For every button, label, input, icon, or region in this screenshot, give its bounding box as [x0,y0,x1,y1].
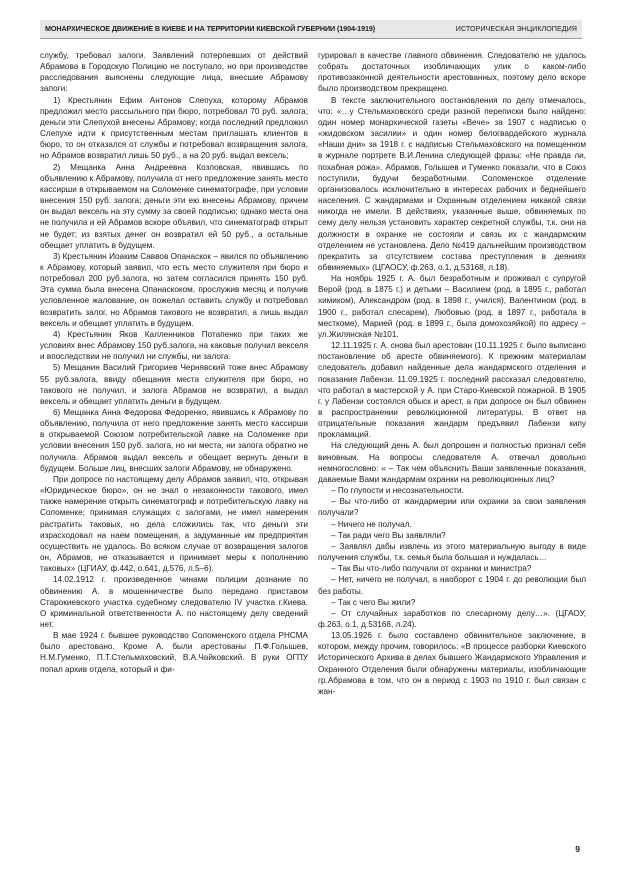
page-number: 9 [575,844,580,854]
running-header [40,20,582,39]
paragraph: 6) Мещанка Анна Федорова Федоренко, явившись к Абрамову по объявлению, получила от него предложение занять место кассирши в открываемой Союзом потребительской лавке на Соломенке при условии внесения 150 руб. залога, но ни места, ни залога обратно не получила. Абрамов выдал вексель и обещает вернуть деньги в будущем. Больше лиц, внесших залоги Абрамову, не обнаружено. [40,408,308,473]
paragraph: При допросе по настоящему делу Абрамов заявил, что, открывая «Юридическое бюро», он не знал о незаконности такового, имел также намерение открыть синематограф и потребительскую лавку на Соломенке; принимая служащих с залогами, не имел намерения растратить таковых, но дела сложились так, что деньги эти израсходовал на наем помещения, а задуманные им предприятия осуществить не удалось. Во всяком случае от возвращения залогов он, Абрамов, не отказывается и принимает меры к пополнению таковых» (ЦГИАУ, ф.442, о.641, д.576, л.5–6). [40,474,308,574]
paragraph: На следующий день А. был допрошен и полностью признал себя виновным. На вопросы следователя А. отвечал довольно немногословно: « – Так чем объяснить Ваши заявленные показания, даваемые Вами жандармам охранки на революционных лиц? [318,441,586,484]
dialogue-line: – По глупости и несознательности. [331,486,464,496]
paragraph: 12.11.1925 г. А. снова был арестован (10.11.1925 г. было выписано постановление об аресте обвиняемого). К прежним материалам следователь добавил найденные дела жандармского отделения и показания Лабензи. 11.09.1925 г. последний рассказал следователю, что работал в мастерской у А. при Старо-Киевской пожарной. В 1905 г. у Лабензи состоялся обыск и арест, а при допросе он был обвинен в распространении революционной литературы. В ответ на отрицательные показания жандарм предъявил Лабензи кипу прокламаций. [318,341,586,440]
dialogue-line: – Заявлял дабы извлечь из этого материальную выгоду в виде получения службы, т.к. семья была большая и нуждалась… [318,541,586,563]
dialogue-line: – Нет, ничего не получал, а наоборот с 1904 г. до революции был без работы. [318,575,586,596]
dialogue-line: – Ничего не получал. [331,519,412,529]
paragraph: 4) Крестьянин Яков Калленников Потапенко при таких же условиях внес Абрамову 150 руб.залога, на каковые получил векселя и впоследствии не получил ни службы, ни залога. [40,329,308,362]
paragraph: На ноябрь 1925 г. А. был безработным и проживал с супругой Верой (род. в 1875 г.) и детьми – Василием (род. в 1895 г., работал химиком), Александром (род. в 1898 г., учился), Валентином (род. в 1900 г., работал слесарем), Любовью (род. в 1897 г., работала в месткоме), Марией (род. в 1899 г., была домохозяйкой) по адресу – ул.Жилянская №101. [318,274,586,339]
dialogue-line: – Так с чего Вы жили? [331,597,416,607]
header-section: ИСТОРИЧЕСКАЯ ЭНЦИКЛОПЕДИЯ [455,24,577,33]
paragraph: службу, требовал залоги. Заявлений потерпевших от действий Абрамова в Городскую Полицию не поступало, но при производстве расследования выяснены следующие лица, внесшие Абрамову залоги: [40,51,308,94]
paragraph: гурировал в качестве главного обвинения. Следователю не удалось собрать достаточных изобличающих улик о каком-либо противозаконной деятельности арестованных, поэтому дело вскоре было производством прекращено. [318,51,586,94]
paragraph: 1) Крестьянин Ефим Антонов Слепуха, которому Абрамов предложил место рассыльного при бюро, потребовал 70 руб. залога; деньги эти Слепухой внесены Абрамову; когда последний предложил Слепухе идти к присутственным местам приглашать клиентов в бюро, то он отказался от службы и потребовал возвращения залога, но Абрамов возвратил лишь 50 руб., а на 20 руб. выдал вексель; [40,95,308,161]
dialogue-line: – Так Вы что-либо получали от охранки и министра? [331,564,532,574]
paragraph: 3) Крестьянин Иоаким Саввов Опанаскок – явился по объявлению к Абрамову, который заявил, что есть место служителя при бюро и потребовал 200 руб.залога, но затем согласился принять 150 руб. Эта сумма была внесена Опанаскоком, прослужив месяц и получив условленное жалование, он пожелал оставить службу и потребовал возвратить залог, но Абрамов такового не возвратил, а лишь выдал вексель и обещает уплатить в будущем. [40,251,308,328]
dialogue-line: – Вы что-либо от жандармерии или охранки за свои заявления получали? [318,497,586,518]
paragraph: В мае 1924 г. бывшее руководство Соломенского отдела РНСМА было арестовано. Кроме А. были арестованы П.Ф.Голышев, Н.М.Гуменко, П.Т.Стельмаховский, В.А.Чайковский. В руки ОГПУ попал архив отдела, который и фи- [40,631,308,674]
dialogue-line: – От случайных заработков по слесарному делу…». (ЦГАОУ, ф.263, о.1, д.53168, л.24). [318,608,586,629]
left-column [40,50,308,675]
paragraph: В тексте заключительного постановления по делу отмечалось, что: «…у Стельмаховского среди разной переписки было найдено: один номер монархической газеты «Вече» за 1907 с надписью о «жидовском засилии» и один номер белогвардейского журнала «Наши дни» за 1918 г. с надписью Стельмаховского на помещенном в журнале портрете В.И.Ленина следующей фразы: «Не правда ли, похабная рожа». Абрамов, Голышев и Гуменко показали, что в Союз поступили, будучи безработными. Соломенское отделение организовалось исключительно в интересах рабочих и беднейшего населения. С жандармами и Охранным отделением никакой связи никогда не имели. В действиях, указанные выше, обвиняемых по сему делу нельзя установить характер секретной службы, т.к. они на должности в охранке не состояли и связь их с жандармским отделением не установлена. Дело №419 дальнейшим производством прекратить за отсутствием состава преступления в деяниях обвиняемых» (ЦГАОСУ, ф.263, о.1, д.53168, л.18). [318,95,586,272]
paragraph: 14.02.1912 г. произведенное чинами полиции дознание по обвинению А. в мошенничестве было передано приставом Старокиевского участка судебному следователю IV участка г.Киева. О криминальной ответственности А. по настоящему делу сведений нет. [40,575,308,629]
paragraph: 2) Мещанка Анна Андреевна Козловская, явившись по объявлению к Абрамову, получила от него предложение занять место кассирши в открываемом на Соломенке синематографе, при условии внесения 150 руб. залога; деньги эти ею внесены Абрамову, причем он выдал вексель на эту сумму за своей подписью; однако места она не получила и ей Абрамов вскоре объявил, что синематограф открыт не будет; из взятых денег он возвратил ей 50 руб., а остальные обещает уплатить в будущем. [40,162,308,250]
right-column [318,50,586,697]
paragraph: 13.05.1926 г. было составлено обвинительное заключение, в котором, между прочим, говорилось: «В процессе разборки Киевского Исторического Архива в делах бывшего Жандармского Управления и Охранного Отделения были обнаружены материалы, изобличающие гр.Абрамова в том, что он в период с 1903 по 1910 г. был связан с жан- [318,631,586,696]
paragraph: 5) Мещанин Василий Григориев Чернявский тоже внес Абрамову 55 руб.залога, ввиду обещания места служителя при бюро, но такового не получил, и залога Абрамов не возвратил, а выдал вексель и обещает уплатить деньги в будущем. [40,363,308,406]
dialogue-line: – Так ради чего Вы заявляли? [331,530,446,540]
header-title: МОНАРХИЧЕСКОЕ ДВИЖЕНИЕ В КИЕВЕ И НА ТЕРРИТОРИИ КИЕВСКОЙ ГУБЕРНИИ (1904-1919) [45,24,376,33]
